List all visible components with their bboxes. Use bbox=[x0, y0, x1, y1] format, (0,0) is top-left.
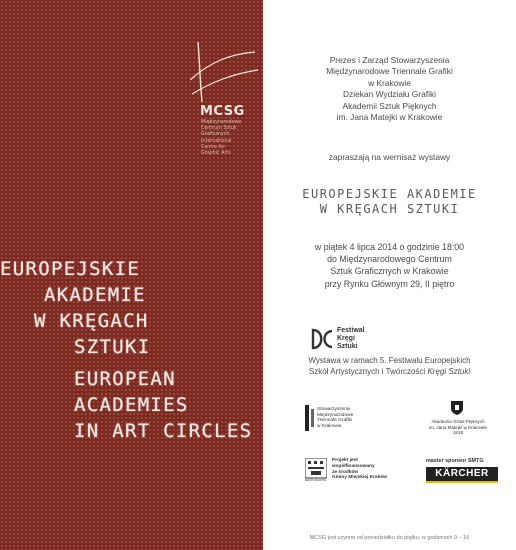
festival-text-line: Wystawa w ramach 5. Festiwalu Europejskich bbox=[308, 356, 471, 365]
festival-logo-icon bbox=[310, 326, 334, 352]
festival-logo-line: Sztuki bbox=[337, 343, 358, 350]
master-sponsor-label: master sponsor SMTG bbox=[426, 458, 484, 464]
city-sponsor-line: Projekt jest bbox=[332, 458, 358, 463]
hosts-block bbox=[263, 55, 516, 123]
mcsg-subtitle-line: International bbox=[201, 138, 232, 144]
event-details-line: do Międzynarodowego Centrum bbox=[327, 254, 452, 265]
invitation-panel bbox=[263, 0, 516, 550]
hosts-line: im. Jana Matejki w Krakowie bbox=[336, 112, 443, 123]
event-details-line: w piątek 4 lipca 2014 o godzinie 18:00 bbox=[314, 242, 465, 252]
cover-title-pl-line: AKADEMIE bbox=[44, 284, 146, 306]
hosts-line: Prezes i Zarząd Stowarzyszenia bbox=[329, 55, 450, 65]
cover-title-en-line: EUROPEAN bbox=[74, 368, 176, 390]
cover-title-en-line: IN ART CIRCLES bbox=[74, 420, 253, 442]
hosts-line: w Krakowie bbox=[368, 77, 411, 88]
event-details-line: Sztuk Graficznych w Krakowie bbox=[330, 266, 449, 277]
asp-logo-line: im. Jana Matejki w Krakowie bbox=[429, 424, 487, 430]
asp-logo-line: Akademia Sztuk Pięknych bbox=[431, 419, 485, 424]
exhibition-title-line: EUROPEJSKIE AKADEMIE bbox=[302, 187, 477, 201]
festival-logo bbox=[310, 326, 420, 354]
cover-title-pl-line: SZTUKI bbox=[74, 336, 151, 358]
mcsg-logo-mark bbox=[190, 42, 260, 102]
mcsg-logo-subtitle bbox=[201, 120, 261, 157]
event-details-line: przy Rynku Głównym 29, II piętro bbox=[324, 278, 455, 289]
city-sponsor-line: Gminy Miejskiej Kraków bbox=[332, 475, 387, 481]
city-sponsor-line: ze środków bbox=[332, 469, 359, 475]
mtg-logo-icon bbox=[305, 405, 315, 431]
mtg-logo-line: Międzynarodowe bbox=[317, 412, 354, 418]
karcher-logo: KÄRCHER bbox=[426, 467, 498, 483]
festival-text bbox=[263, 355, 516, 377]
mtg-logo-line: Triennale Grafiki bbox=[317, 418, 353, 424]
invite-text: zapraszają na wernisaż wystawy bbox=[328, 152, 451, 162]
hosts-line: Akademii Sztuk Pięknych bbox=[342, 100, 437, 111]
mtg-sponsor-logo bbox=[305, 403, 395, 437]
footer-hours: MCSG jest czynne od poniedziałku do piątku, w godzinach 9 – 16 bbox=[309, 535, 470, 541]
cover-title-pl-line: EUROPEJSKIE bbox=[0, 258, 141, 280]
city-sponsor-logo bbox=[305, 458, 415, 488]
mcsg-subtitle-line: Graphic Arts bbox=[201, 151, 231, 157]
event-details bbox=[263, 241, 516, 290]
master-sponsor bbox=[426, 458, 504, 488]
asp-sponsor-logo bbox=[413, 400, 503, 442]
cover-title-pl-line: W KRĘGACH bbox=[34, 310, 149, 332]
hosts-line: Międzynarodowe Triennale Grafiki bbox=[326, 66, 453, 77]
hosts-line: Dziekan Wydziału Grafiki bbox=[342, 89, 436, 100]
exhibition-title-line: W KRĘGACH SZTUKI bbox=[319, 202, 460, 216]
mcsg-subtitle-line: Centrum Sztuk bbox=[201, 126, 237, 132]
mcsg-subtitle-line: Międzynarodowe bbox=[201, 120, 242, 125]
cover-title-en-line: ACADEMIES bbox=[74, 394, 189, 416]
mtg-logo-line: Stowarzyszenie bbox=[317, 407, 351, 412]
city-sponsor-line: współfinansowany bbox=[332, 463, 375, 469]
mtg-logo-line: w Krakowie bbox=[317, 423, 342, 429]
asp-logo-line: 1818 bbox=[452, 430, 464, 436]
asp-crest-icon bbox=[450, 400, 464, 416]
exhibition-title bbox=[263, 187, 516, 217]
festival-logo-line: Festiwal bbox=[337, 327, 365, 334]
mcsg-subtitle-line: Graficznych bbox=[201, 132, 230, 138]
festival-text-line bbox=[263, 366, 516, 377]
mcsg-logo-name: MCSG bbox=[200, 104, 245, 119]
festival-logo-line: Kręgi bbox=[337, 335, 355, 342]
city-logo-caption: MIASTO KRAKÓW bbox=[305, 479, 326, 482]
festival-name-italic: Kręgi Sztuki bbox=[427, 367, 471, 376]
festival-text-part: Szkół Artystycznych i Twórczości bbox=[308, 367, 428, 376]
mcsg-subtitle-line: Centre for bbox=[201, 144, 226, 150]
